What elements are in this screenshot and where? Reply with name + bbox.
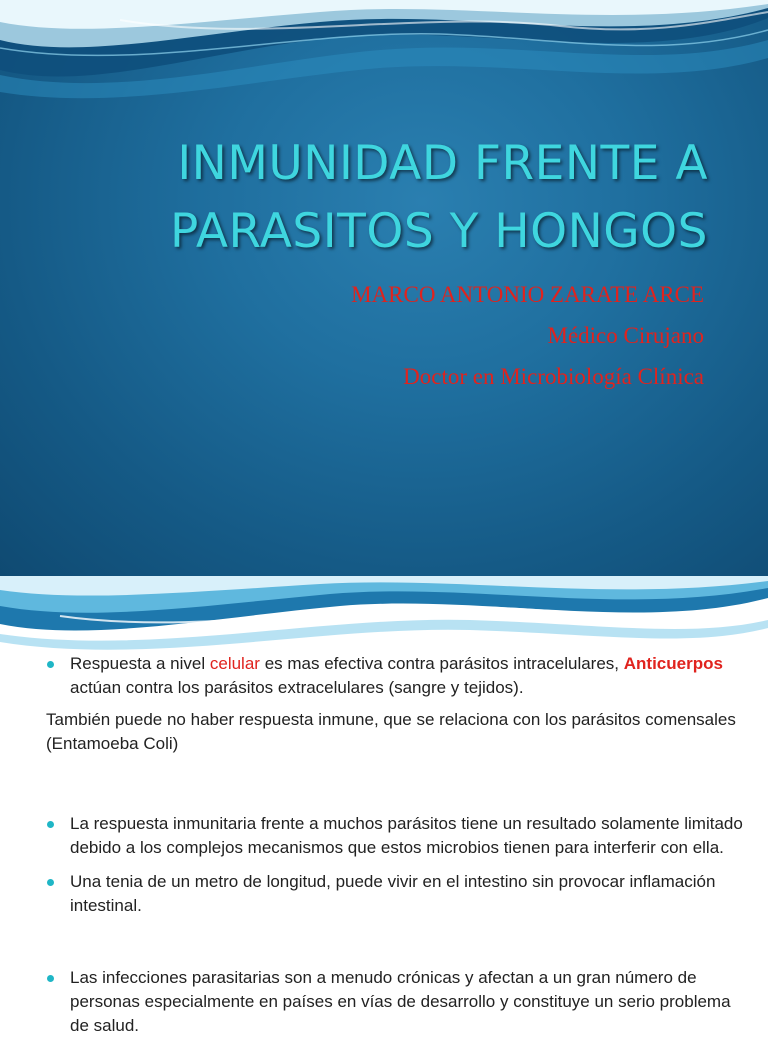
list-item xyxy=(46,812,744,860)
title-line-2: PARASITOS Y HONGOS xyxy=(170,204,708,259)
text-run: Respuesta a nivel xyxy=(70,654,210,673)
highlight-celular: celular xyxy=(209,654,260,673)
author-block xyxy=(351,274,704,397)
text-run: Las infecciones parasitarias son a menudo crónicas y afectan a un gran número de personas especialmente en países en vías de desarrollo y constituye un serio problema de salud. xyxy=(70,968,731,1035)
bullet-icon xyxy=(47,661,54,668)
decorative-waves-top xyxy=(0,576,768,651)
bullet-icon xyxy=(47,879,54,886)
decorative-waves-top xyxy=(0,0,768,130)
list-item xyxy=(46,966,744,1038)
author-name: MARCO ANTONIO ZARATE ARCE xyxy=(351,282,704,307)
paragraph: También puede no haber respuesta inmune, que se relaciona con los parásitos comensales (Entamoeba Coli) xyxy=(46,710,736,753)
list-item xyxy=(46,652,744,700)
author-degree: Doctor en Microbiología Clínica xyxy=(403,364,704,389)
slide-title xyxy=(40,130,708,266)
text-run: La respuesta inmunitaria frente a muchos parásitos tiene un resultado solamente limitado debido a los complejos mecanismos que estos microbios tienen para interferir con ella. xyxy=(70,814,743,857)
bullet-icon xyxy=(47,821,54,828)
content-slide xyxy=(0,576,768,1035)
text-run: Una tenia de un metro de longitud, puede vivir en el intestino sin provocar inflamación intestinal. xyxy=(70,872,716,915)
list-item xyxy=(46,870,744,918)
highlight-anticuerpos: Anticuerpos xyxy=(623,654,723,673)
bullet-icon xyxy=(47,975,54,982)
text-run: es mas efectiva contra parásitos intracelulares, xyxy=(259,654,624,673)
text-run: actúan contra los parásitos extracelulares (sangre y tejidos). xyxy=(70,678,524,697)
slide-body xyxy=(46,652,744,1038)
author-profession: Médico Cirujano xyxy=(547,323,704,348)
title-line-1: INMUNIDAD FRENTE A xyxy=(177,136,708,191)
